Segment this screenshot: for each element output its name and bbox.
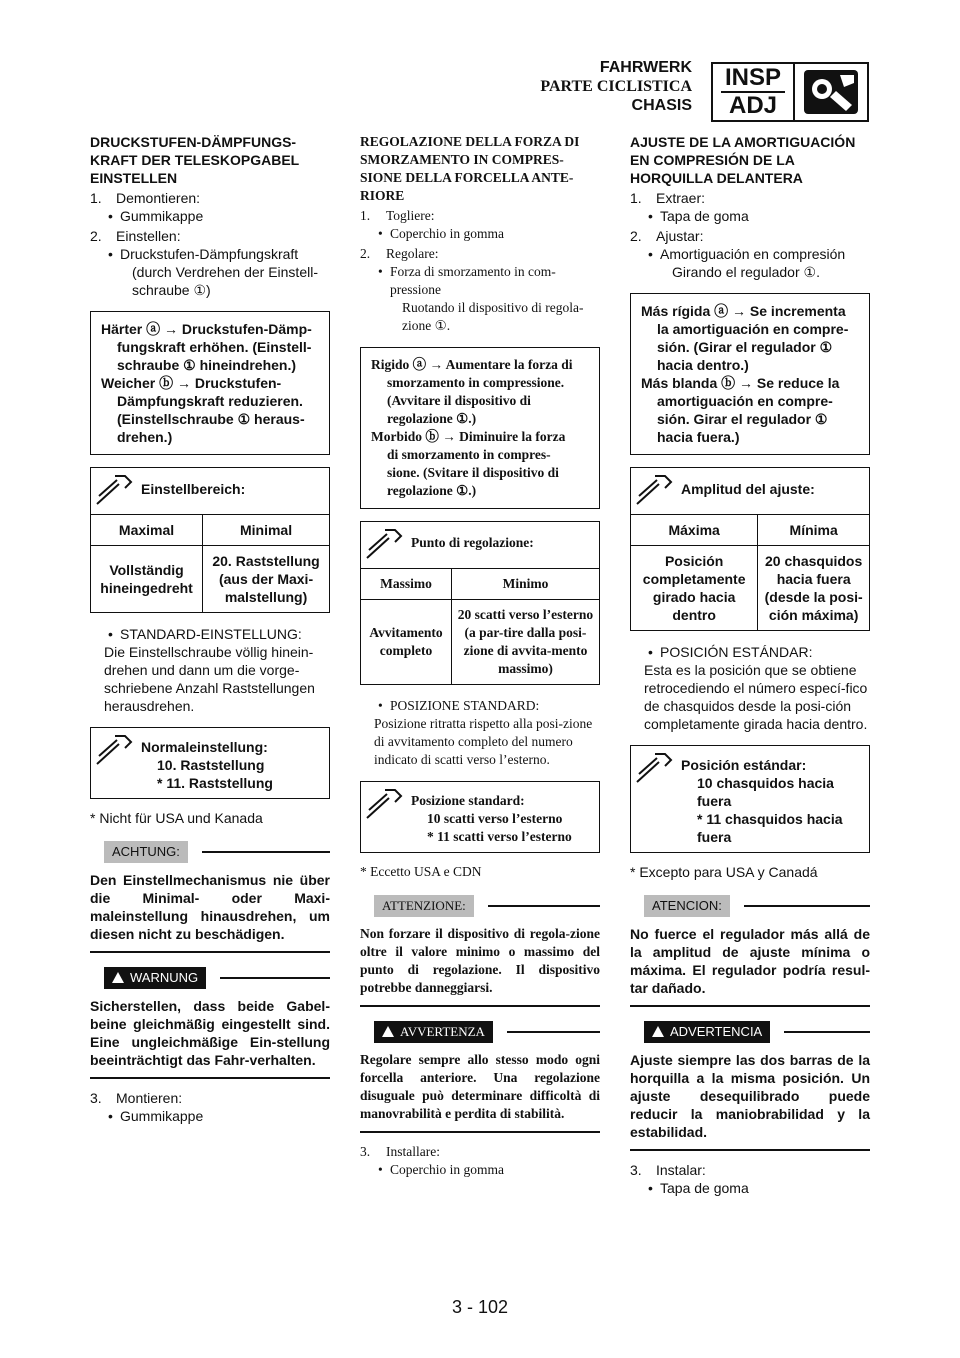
- badge-top: INSP: [724, 64, 781, 91]
- step-label: Ajustar:: [656, 228, 704, 244]
- step-3: [90, 1089, 330, 1107]
- note-line: 10 chasquidos hacia fuera: [697, 775, 834, 809]
- badge-bottom: ADJ: [728, 92, 777, 119]
- spec-value: Vollständig hineingedreht: [91, 546, 203, 613]
- box-line: di smorzamento in compres-: [387, 447, 551, 462]
- warning-label-text: WARNUNG: [130, 970, 199, 985]
- warning-label-text: AVVERTENZA: [400, 1024, 485, 1039]
- warning-icon: [382, 1026, 394, 1037]
- box-line: Weicher ⓑ → Druckstufen-: [101, 375, 282, 391]
- spec-table: [630, 467, 870, 631]
- spec-value: 20 chasquidos hacia fuera (desde la posi-ción máxima): [758, 546, 869, 631]
- note-title: Normaleinstellung:: [141, 739, 268, 755]
- column-german: [90, 133, 330, 1125]
- warning-block: [360, 1021, 600, 1133]
- list-item: • Amortiguación en compresión: [630, 245, 870, 263]
- warning-label: [374, 1021, 493, 1043]
- list-item: • Gummikappe: [90, 207, 330, 225]
- section-heading: DRUCKSTUFEN-DÄMPFUNGS-KRAFT DER TELESKOPGABEL EINSTELLEN: [90, 134, 299, 186]
- note-line: 10. Raststellung: [157, 757, 265, 773]
- badge-text: [713, 64, 795, 120]
- box-line: sione. (Svitare il dispositivo di: [387, 465, 559, 480]
- step-number: 2.: [630, 228, 642, 244]
- warning-label: [644, 1021, 770, 1043]
- spec-header: Minimo: [451, 569, 599, 600]
- step-number: 2.: [360, 246, 371, 261]
- standard-setting-box: [90, 727, 330, 799]
- warning-text: Ajuste siempre las dos barras de la horquilla a la misma posición. Un ajuste desequilibrado puede reducir la maniobrabilidad y la estabilidad.: [630, 1043, 870, 1151]
- box-line: la amortiguación en compre-: [657, 321, 849, 337]
- wrench-icon: [631, 746, 679, 852]
- column-italian: [360, 133, 600, 1179]
- section-badge: [711, 62, 869, 122]
- step-number: 1.: [360, 208, 371, 223]
- spec-table: [360, 521, 600, 685]
- caution-block: [90, 841, 330, 953]
- box-line: Rigido ⓐ → Aumentare la forza di: [371, 357, 573, 372]
- caution-label: ATENCION:: [644, 895, 730, 917]
- list-subtext: (durch Verdrehen der Einstell-schraube ①): [132, 264, 318, 298]
- list-item: • STANDARD-EINSTELLUNG:: [90, 625, 330, 643]
- box-line: Dämpfungskraft reduzieren.: [117, 393, 303, 409]
- caution-block: [360, 895, 600, 1007]
- step-number: 3.: [630, 1162, 642, 1178]
- spec-table: [90, 467, 330, 613]
- column-spanish: [630, 133, 870, 1197]
- caution-text: Non forzare il dispositivo di regola-zione oltre il valore minimo o massimo del punto di regolazione. Il dispositivo potrebbe danneggiarsi.: [360, 917, 600, 1007]
- warning-label-text: ADVERTENCIA: [670, 1024, 763, 1039]
- box-line: Más rígida ⓐ → Se incrementa: [641, 303, 846, 319]
- list-item: • Tapa de goma: [630, 207, 870, 225]
- box-line: drehen.): [117, 429, 173, 445]
- caution-label: ATTENZIONE:: [374, 895, 474, 917]
- footnote: * Excepto para USA y Canadá: [630, 864, 818, 880]
- divider: [744, 905, 870, 907]
- step-3: [360, 1143, 600, 1161]
- box-line: amortiguación en compre-: [657, 393, 833, 409]
- step-number: 2.: [90, 228, 102, 244]
- step-label: Extraer:: [656, 190, 706, 206]
- step-label: Einstellen:: [116, 228, 181, 244]
- header-titles: [540, 58, 692, 115]
- spec-header: Mínima: [758, 515, 869, 546]
- list-item: • POSIZIONE STANDARD:: [360, 697, 600, 715]
- list-subtext: Die Einstellschraube völlig hinein-drehen und dann um die vorge-schriebene Anzahl Raststellungen herausdrehen.: [104, 644, 315, 714]
- spec-label: Amplitud del ajuste:: [681, 481, 815, 497]
- box-line: hacia dentro.): [657, 357, 749, 373]
- list-item: • Forza di smorzamento in com-pressione: [360, 263, 600, 299]
- step-1: [360, 207, 600, 225]
- section-heading: REGOLAZIONE DELLA FORZA DI SMORZAMENTO IN COMPRES-SIONE DELLA FORCELLA ANTE-RIORE: [360, 134, 580, 203]
- box-line: smorzamento in compressione.: [387, 375, 565, 390]
- list-subtext: Posizione ritratta rispetto alla posi-zione di avvitamento completo del numero indicato di scatti verso l’esterno.: [374, 716, 593, 767]
- footnote: * Eccetto USA e CDN: [360, 864, 482, 879]
- wrench-icon: [631, 468, 679, 514]
- step-1: [90, 189, 330, 207]
- list-item: • POSICIÓN ESTÁNDAR:: [630, 643, 870, 661]
- adjust-direction-box: [360, 347, 600, 509]
- section-heading: AJUSTE DE LA AMORTIGUACIÓN EN COMPRESIÓN DE LA HORQUILLA DELANTERA: [630, 134, 856, 186]
- caution-text: No fuerce el regulador más allá de la amplitud de ajuste mínima o máxima. El regulador podría resul-tar dañado.: [630, 917, 870, 1007]
- list-subtext: Esta es la posición que se obtiene retrocediendo el número especí-fico de chasquidos desde la posi-ción completamente girada hacia dentro.: [644, 662, 868, 732]
- box-line: schraube ① hineindrehen.): [117, 357, 297, 373]
- list-item: • Tapa de goma: [630, 1179, 870, 1197]
- box-line: sión. (Girar el regulador ①: [657, 339, 833, 355]
- step-1: [630, 189, 870, 207]
- step-label: Regolare:: [386, 246, 439, 261]
- adjust-direction-box: [630, 293, 870, 455]
- spec-header: Massimo: [380, 576, 432, 591]
- step-label: Togliere:: [386, 208, 435, 223]
- note-line: * 11. Raststellung: [157, 775, 273, 791]
- box-line: hacia fuera.): [657, 429, 740, 445]
- note-line: * 11 chasquidos hacia fuera: [697, 811, 843, 845]
- box-line: fungskraft erhöhen. (Einstell-: [117, 339, 312, 355]
- list-item: • Druckstufen-Dämpfungskraft: [90, 245, 330, 263]
- spec-label: Einstellbereich:: [141, 481, 246, 497]
- step-number: 3.: [90, 1090, 102, 1106]
- spec-value: 20 scatti verso l’esterno (a par-tire dalla posi-zione di avvita-mento massimo): [451, 600, 599, 685]
- divider: [488, 905, 600, 907]
- wrench-icon: [91, 728, 139, 798]
- caution-block: [630, 895, 870, 1007]
- spec-header: Máxima: [668, 522, 720, 538]
- warning-text: Regolare sempre allo stesso modo ogni forcella anteriore. Una regolazione disuguale può determinare difficoltà di manovrabilità e perdita di stabilità.: [360, 1043, 600, 1133]
- caution-text: Den Einstellmechanismus nie über die Minimal- oder Maxi-maleinstellung hinausdrehen, um diesen nicht zu beschädigen.: [90, 863, 330, 953]
- box-line: (Einstellschraube ① heraus-: [117, 411, 305, 427]
- list-subtext: Girando el regulador ①.: [672, 264, 820, 280]
- step-label: Montieren:: [116, 1090, 183, 1106]
- box-line: Más blanda ⓑ → Se reduce la: [641, 375, 840, 391]
- box-line: Härter ⓐ → Druckstufen-Dämp-: [101, 321, 312, 337]
- divider: [202, 851, 330, 853]
- wrench-icon: [795, 64, 867, 120]
- warning-text: Sicherstellen, dass beide Gabel-beine gleichmäßig eingestellt sind. Eine ungleichmäßige Ein-stellung beeinträchtigt das Fahr-verhalten.: [90, 989, 330, 1079]
- spec-label: Punto di regolazione:: [411, 535, 534, 550]
- list-item: • Coperchio in gomma: [360, 1161, 600, 1179]
- list-subtext: Ruotando il dispositivo di regola-zione ①.: [402, 300, 584, 333]
- warning-icon: [652, 1026, 664, 1037]
- step-number: 1.: [90, 190, 102, 206]
- step-2: [90, 227, 330, 245]
- list-item: • Coperchio in gomma: [360, 225, 600, 243]
- step-number: 1.: [630, 190, 642, 206]
- wrench-icon: [361, 522, 409, 568]
- spec-value: Posición completamente girado hacia dentro: [631, 546, 758, 631]
- box-line: Morbido ⓑ → Diminuire la forza: [371, 429, 566, 444]
- wrench-icon: [91, 468, 139, 514]
- divider: [220, 977, 330, 979]
- wrench-icon: [361, 782, 409, 852]
- spec-value: 20. Raststellung (aus der Maxi-malstellung): [203, 546, 329, 613]
- step-3: [630, 1161, 870, 1179]
- spec-header: Maximal: [118, 522, 175, 538]
- warning-label: [104, 967, 206, 989]
- note-line: 10 scatti verso l’esterno: [427, 811, 563, 826]
- step-label: Instalar:: [656, 1162, 706, 1178]
- header-title-es: CHASIS: [631, 97, 692, 114]
- page-number: 3 - 102: [451, 1297, 509, 1317]
- step-label: Demontieren:: [116, 190, 201, 206]
- caution-label: ACHTUNG:: [104, 841, 188, 863]
- divider: [507, 1031, 600, 1033]
- box-line: regolazione ①.): [387, 411, 477, 426]
- list-item: • Gummikappe: [90, 1107, 330, 1125]
- standard-setting-box: [360, 781, 600, 853]
- header-title-it: PARTE CICLISTICA: [540, 78, 692, 95]
- note-title: Posizione standard:: [411, 793, 525, 808]
- step-label: Installare:: [386, 1144, 440, 1159]
- box-line: (Avvitare il dispositivo di: [387, 393, 531, 408]
- step-2: [360, 245, 600, 263]
- note-title: Posición estándar:: [681, 757, 807, 773]
- warning-block: [90, 967, 330, 1079]
- step-number: 3.: [360, 1144, 371, 1159]
- spec-header: Minimal: [203, 515, 329, 546]
- spec-value: Avvitamento completo: [361, 600, 451, 685]
- warning-block: [630, 1021, 870, 1151]
- divider: [784, 1031, 870, 1033]
- adjust-direction-box: [90, 311, 330, 455]
- warning-icon: [112, 972, 124, 983]
- box-line: regolazione ①.): [387, 483, 477, 498]
- footnote: * Nicht für USA und Kanada: [90, 810, 263, 826]
- standard-setting-box: [630, 745, 870, 853]
- note-line: * 11 scatti verso l’esterno: [427, 829, 572, 844]
- box-line: sión. Girar el regulador ①: [657, 411, 828, 427]
- header-title-de: FAHRWERK: [599, 59, 692, 76]
- step-2: [630, 227, 870, 245]
